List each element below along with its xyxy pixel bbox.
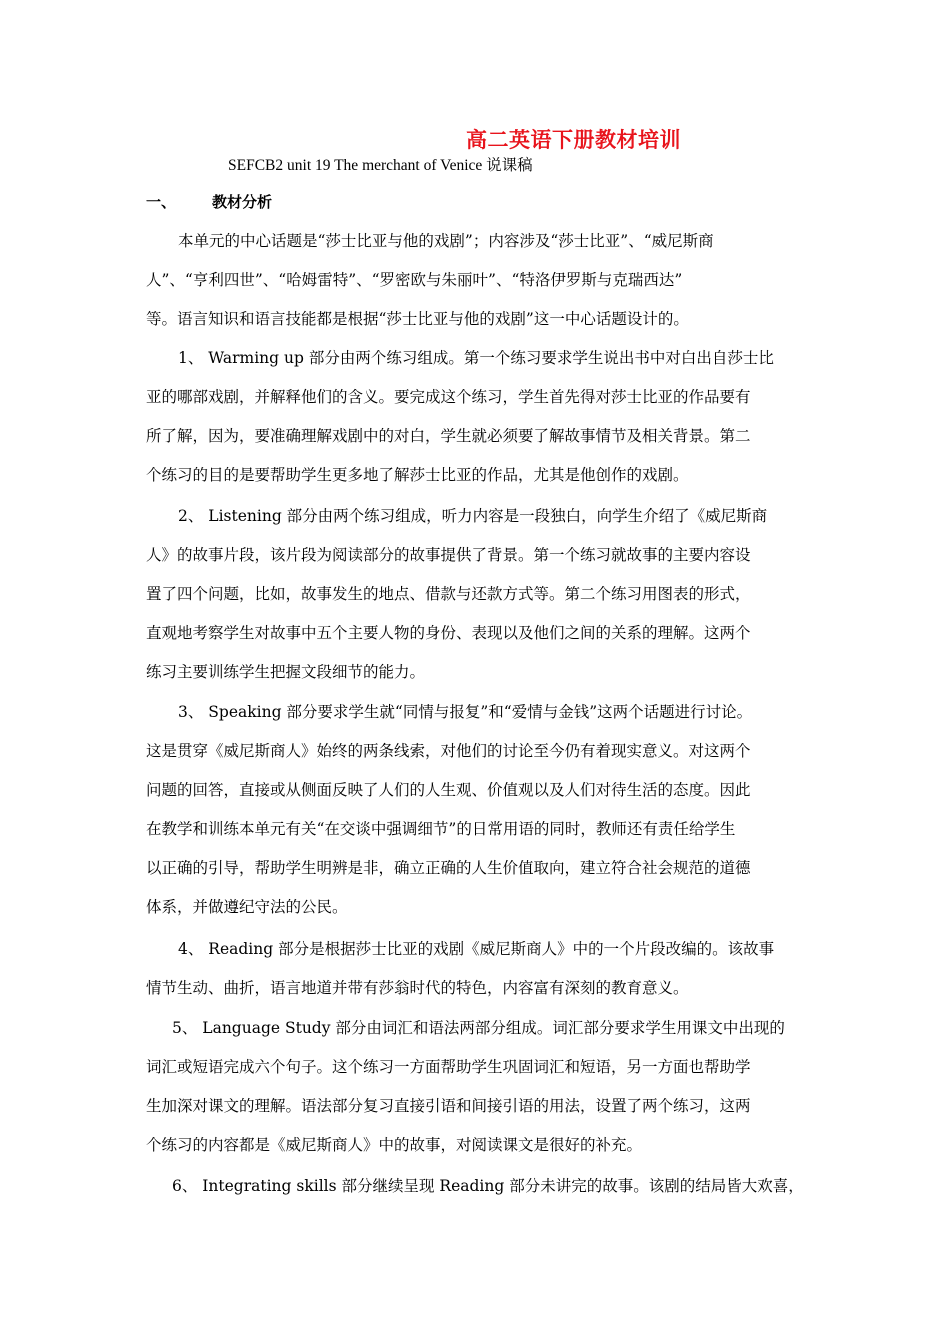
paragraph-line: 体系，并做遵纪守法的公民。: [146, 898, 348, 916]
paragraph-line: 所了解，因为，要准确理解戏剧中的对白，学生就必须要了解故事情节及相关背景。第二: [146, 427, 751, 445]
paragraph-line: 6、 Integrating skills 部分继续呈现 Reading 部分未讲完的故事。该剧的结局皆大欢喜，: [172, 1177, 804, 1195]
paragraph-line: 人》的故事片段，该片段为阅读部分的故事提供了背景。第一个练习就故事的主要内容设: [146, 546, 751, 564]
paragraph-line: 亚的哪部戏剧，并解释他们的含义。要完成这个练习，学生首先得对莎士比亚的作品要有: [146, 388, 751, 406]
paragraph-line: 3、 Speaking 部分要求学生就“同情与报复”和“爱情与金钱”这两个话题进行讨论。: [178, 703, 753, 721]
paragraph-line: 4、 Reading 部分是根据莎士比亚的戏剧《威尼斯商人》中的一个片段改编的。该故事: [178, 940, 775, 958]
paragraph-line: 词汇或短语完成六个句子。这个练习一方面帮助学生巩固词汇和短语，另一方面也帮助学: [146, 1058, 751, 1076]
paragraph-line: 置了四个问题，比如，故事发生的地点、借款与还款方式等。第二个练习用图表的形式，: [146, 585, 751, 603]
section-title: 教材分析: [212, 193, 273, 211]
paragraph-line: 练习主要训练学生把握文段细节的能力。: [146, 663, 426, 681]
paragraph-line: 生加深对课文的理解。语法部分复习直接引语和间接引语的用法，设置了两个练习，这两: [146, 1097, 751, 1115]
paragraph-line: 1、 Warming up 部分由两个练习组成。第一个练习要求学生说出书中对白出自莎士比: [178, 349, 774, 367]
paragraph-line: 个练习的内容都是《威尼斯商人》中的故事，对阅读课文是很好的补充。: [146, 1136, 643, 1154]
section-number: 一、: [146, 193, 177, 211]
paragraph-line: 直观地考察学生对故事中五个主要人物的身份、表现以及他们之间的关系的理解。这两个: [146, 624, 751, 642]
paragraph-line: 在教学和训练本单元有关“在交谈中强调细节”的日常用语的同时，教师还有责任给学生: [146, 820, 736, 838]
paragraph-line: 以正确的引导，帮助学生明辨是非，确立正确的人生价值取向，建立符合社会规范的道德: [146, 859, 751, 877]
paragraph-line: 问题的回答，直接或从侧面反映了人们的人生观、价值观以及人们对待生活的态度。因此: [146, 781, 751, 799]
paragraph-line: 人”、“亨利四世”、“哈姆雷特”、“罗密欧与朱丽叶”、“特洛伊罗斯与克瑞西达”: [146, 271, 683, 289]
paragraph-line: 等。语言知识和语言技能都是根据“莎士比亚与他的戏剧”这一中心话题设计的。: [146, 310, 689, 328]
paragraph-line: 5、 Language Study 部分由词汇和语法两部分组成。词汇部分要求学生用课文中出现的: [172, 1019, 785, 1037]
document-title: 高二英语下册教材培训: [466, 128, 681, 152]
document-subtitle: SEFCB2 unit 19 The merchant of Venice 说课稿: [228, 157, 533, 174]
section-heading: [146, 191, 272, 212]
paragraph-line: 本单元的中心话题是“莎士比亚与他的戏剧”；内容涉及“莎士比亚”、“威尼斯商: [178, 232, 714, 250]
paragraph-line: 个练习的目的是要帮助学生更多地了解莎士比亚的作品，尤其是他创作的戏剧。: [146, 466, 689, 484]
paragraph-line: 这是贯穿《威尼斯商人》始终的两条线索，对他们的讨论至今仍有着现实意义。对这两个: [146, 742, 751, 760]
paragraph-line: 情节生动、曲折，语言地道并带有莎翁时代的特色，内容富有深刻的教育意义。: [146, 979, 689, 997]
paragraph-line: 2、 Listening 部分由两个练习组成，听力内容是一段独白，向学生介绍了《威尼斯商: [178, 507, 768, 525]
